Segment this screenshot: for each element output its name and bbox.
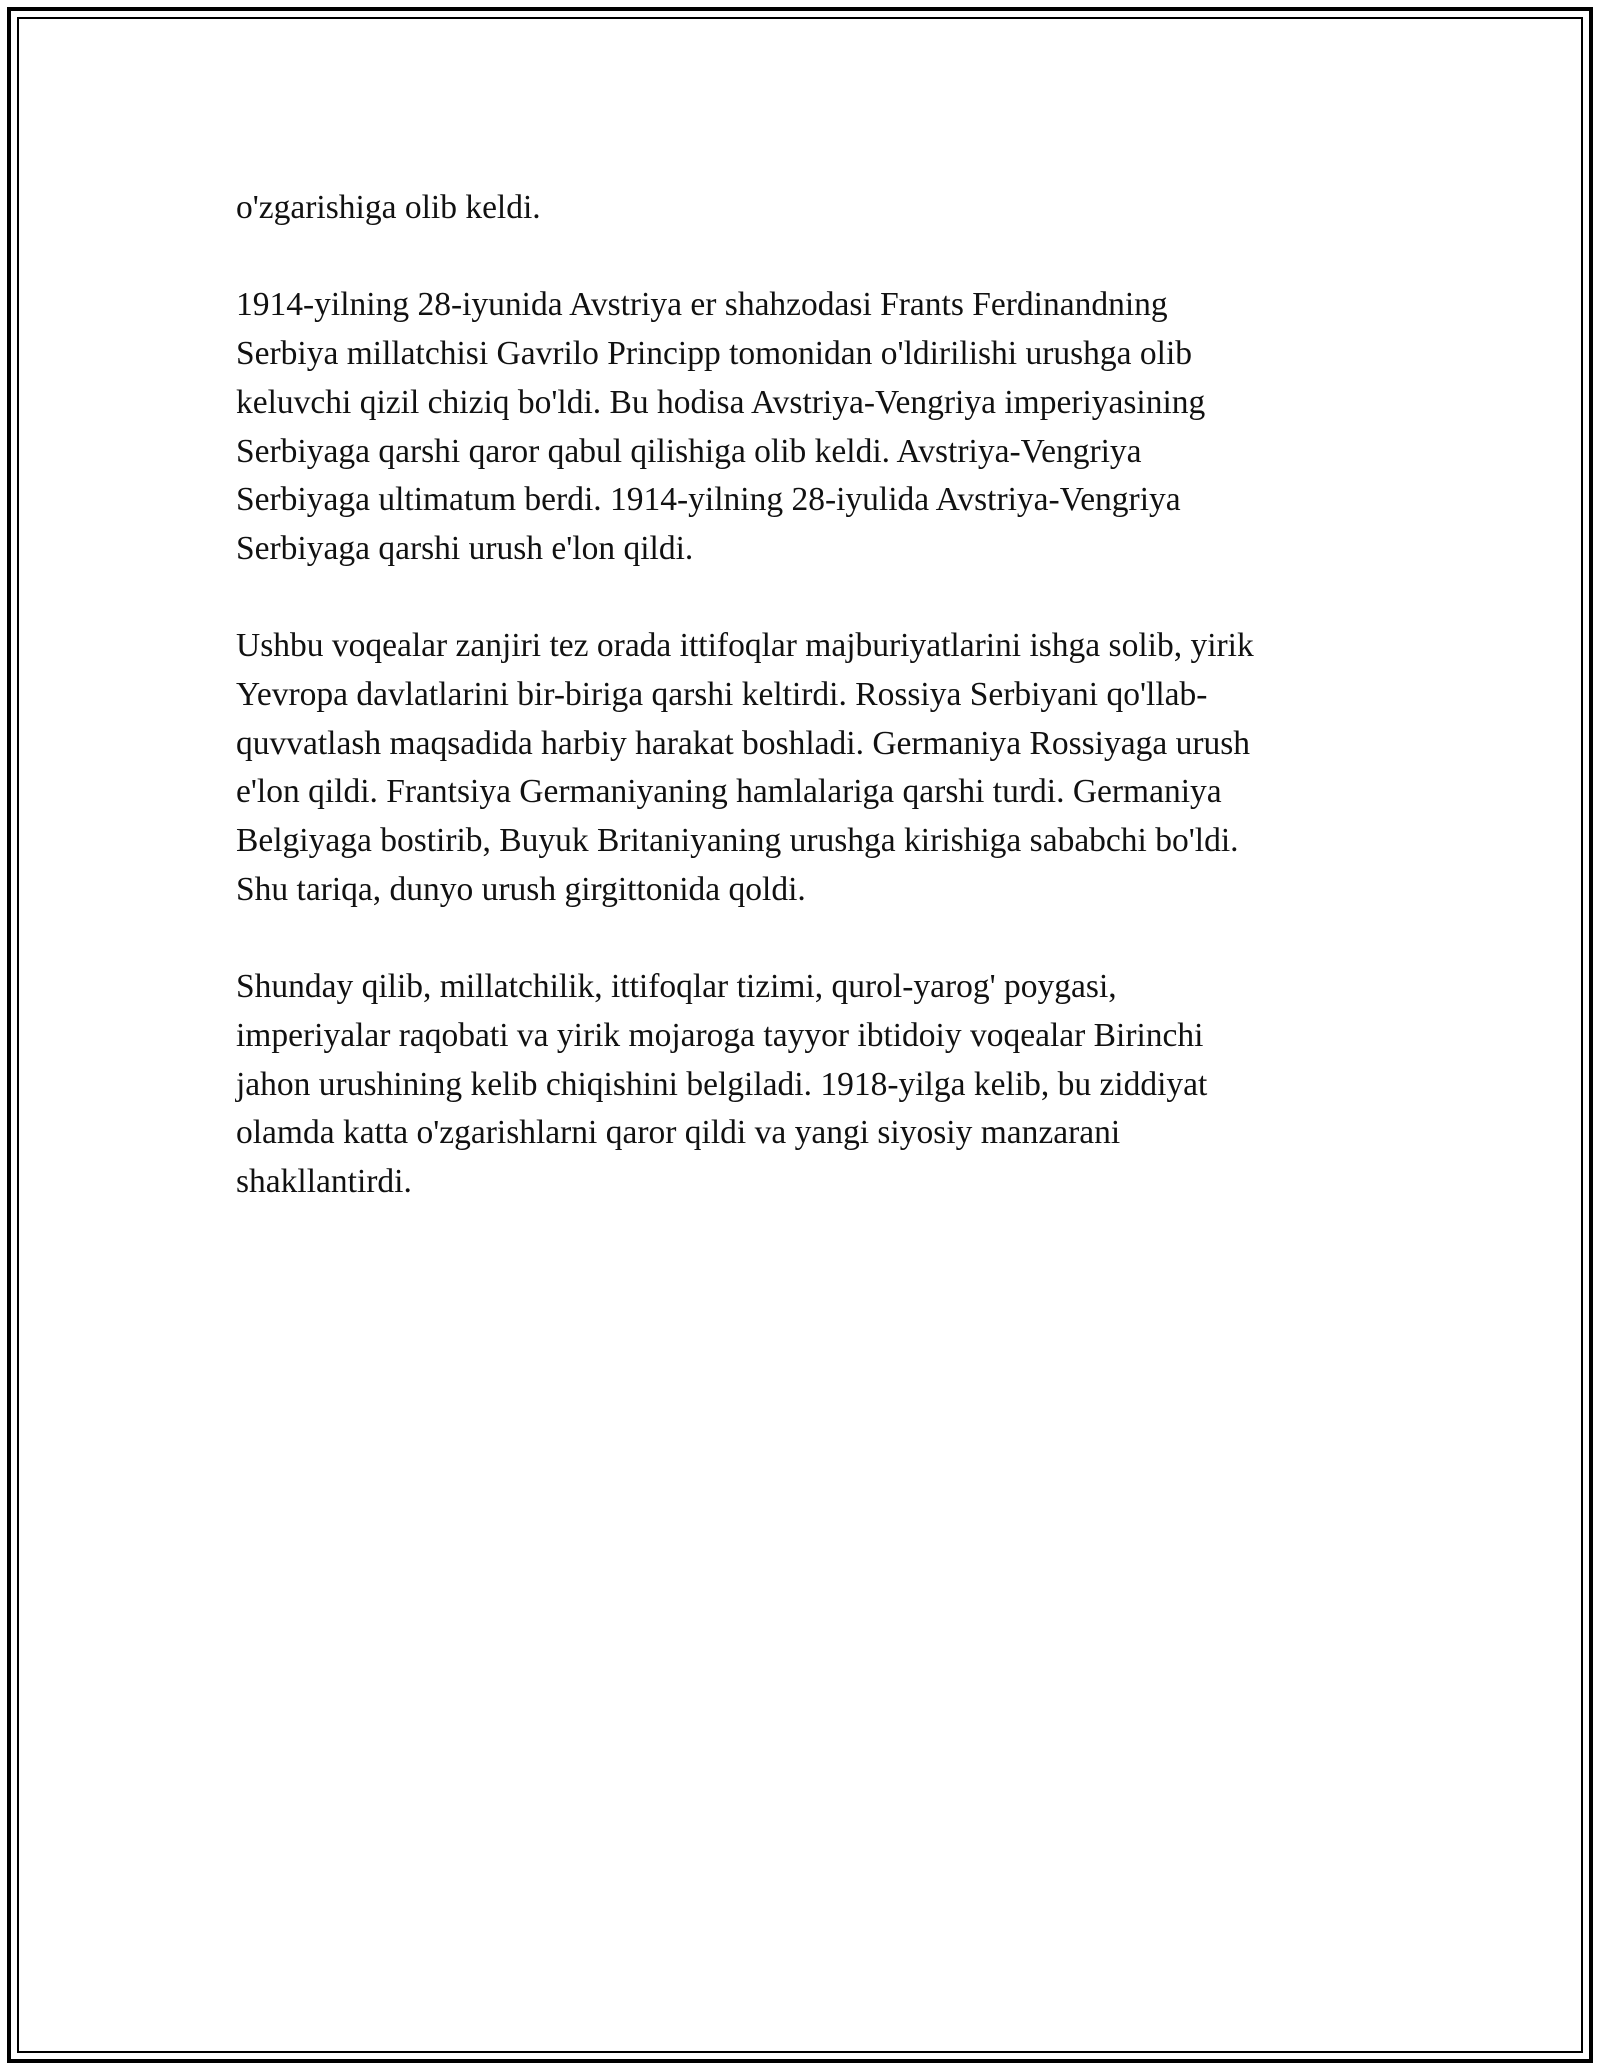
document-body [236,184,1366,1255]
paragraph-conclusion: Shunday qilib, millatchilik, ittifoqlar tizimi, qurol-yarog' poygasi, imperiyalar raqobati va yirik mojaroga tayyor ibtidoiy voqealar Birinchi jahon urushining kelib chiqishini belgiladi. 1918-yilga kelib, bu ziddiyat olamda katta o'zgarishlarni qaror qildi va yangi siyosiy manzarani shakllantirdi. [236,968,1208,1201]
paragraph-continuation: o'zgarishiga olib keldi. [236,189,541,226]
paragraph-alliances: Ushbu voqealar zanjiri tez orada ittifoqlar majburiyatlarini ishga solib, yirik Yevropa davlatlarini bir-biriga qarshi keltirdi. Rossiya Serbiyani qo'llab- quvvatlash maqsadida harbiy harakat boshladi. Germaniya Rossiyaga urush e'lon qildi. Frantsiya Germaniyaning hamlalariga qarshi turdi. Germaniya Belgiyaga bostirib, Buyuk Britaniyaning urushga kirishiga sababchi bo'ldi. Shu tariqa, dunyo urush girgittonida qoldi. [236,627,1254,908]
paragraph-assassination: 1914-yilning 28-iyunida Avstriya er shahzodasi Frants Ferdinandning Serbiya millatchisi Gavrilo Principp tomonidan o'ldirilishi urushga olib keluvchi qizil chiziq bo'ldi. Bu hodisa Avstriya-Vengriya imperiyasining Serbiyaga qarshi qaror qabul qilishiga olib keldi. Avstriya-Vengriya Serbiyaga ultimatum berdi. 1914-yilning 28-iyulida Avstriya-Vengriya Serbiyaga qarshi urush e'lon qildi. [236,286,1206,567]
